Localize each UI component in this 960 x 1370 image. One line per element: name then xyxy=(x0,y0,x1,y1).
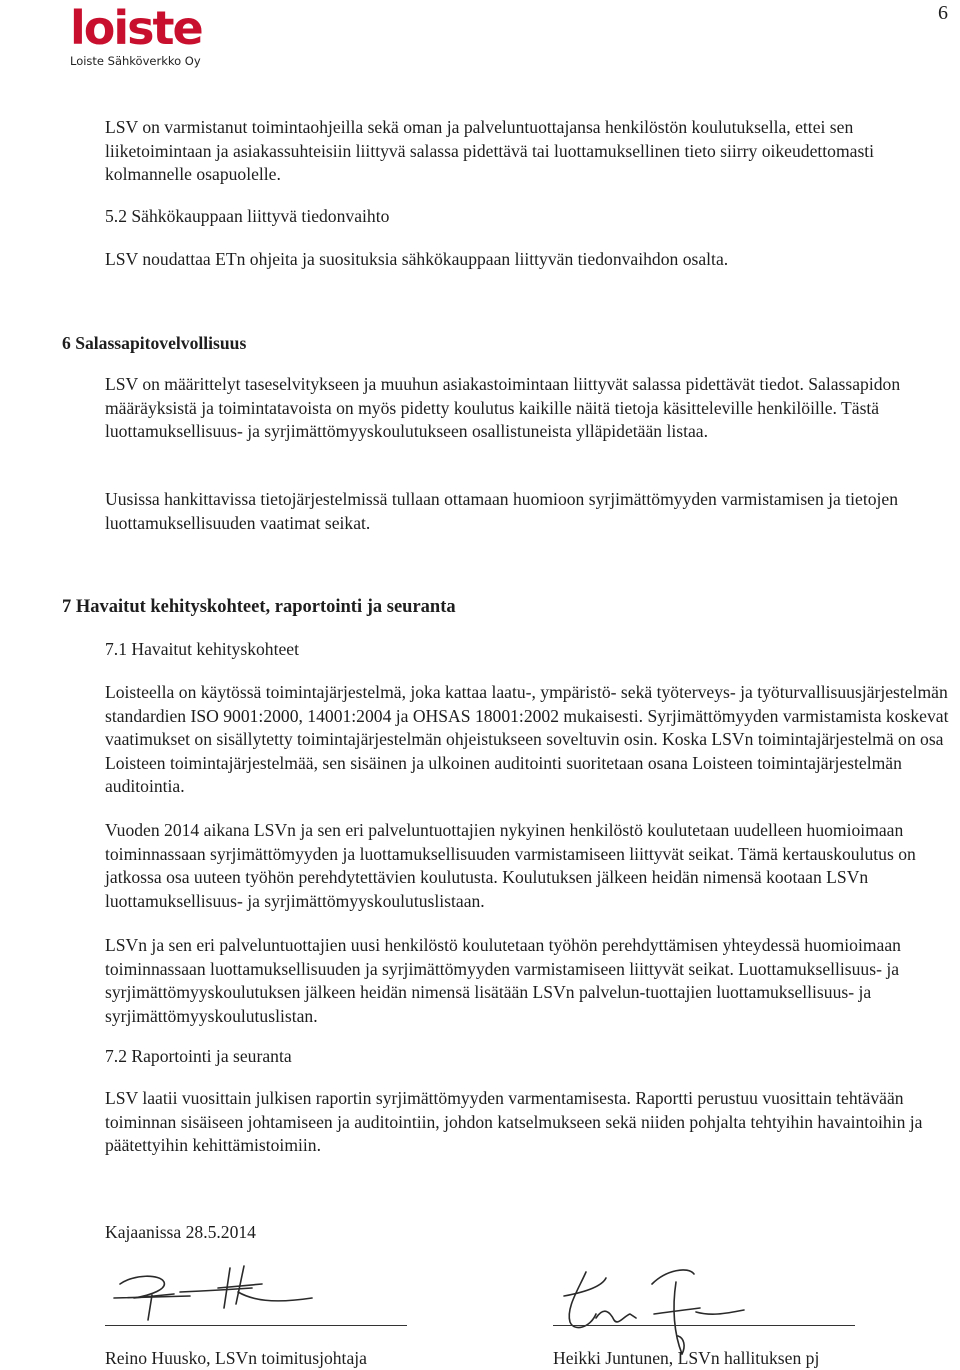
signer-1-name: Reino Huusko, LSVn toimitusjohtaja xyxy=(105,1348,367,1368)
section-5-2-heading xyxy=(105,205,957,229)
signature-line-2 xyxy=(553,1325,855,1326)
section-7-1-text-1: Loisteella on käytössä toimintajärjestelmä, joka kattaa laatu-, ympäristö- sekä työterveys- ja työturvallisuusjärjestelmän standardien ISO 9001:2000, 14001:2004 ja OHSAS 18001:2002 mukaisesti. Syrjimättömyyden varmistamista koskevat vaatimukset on sisällytetty toimintajärjestelmän ohjeistukseen soveltuvin osin. Koska LSVn toimintajärjestelmä on osa Loisteen toimintajärjestelmää, sen sisäinen ja ulkoinen auditointi suoritetaan osana Loisteen toimintajärjestelmän auditointia. xyxy=(105,682,949,796)
section-5-2-text: LSV noudattaa ETn ohjeita ja suosituksia sähkökauppaan liittyvän tiedonvaihdon osalta. xyxy=(105,249,729,269)
company-logo xyxy=(70,2,202,68)
intro-text: LSV on varmistanut toimintaohjeilla sekä oman ja palveluntuottajansa henkilöstön koulutuksella, ettei sen liiketoimintaan ja asiakassuhteisiin liittyvä salassa pidettävä tai luottamuksellinen tieto siirry oikeudettomasti kolmannelle osapuolelle. xyxy=(105,117,875,184)
section-5-2-title: 5.2 Sähkökauppaan liittyvä tiedonvaihto xyxy=(105,206,390,226)
section-7-2-heading xyxy=(105,1045,957,1069)
section-7-1-text-3: LSVn ja sen eri palveluntuottajien uusi henkilöstö koulutetaan työhön perehdyttämisen yhteydessä huomioimaan toiminnassaan luottamuksellisuuden ja syrjimättömyyden varmistamiseen liittyvät seikat. Luottamuksellisuus- ja syrjimättömyyskoulutuksen jälkeen heidän nimensä lisätään LSVn palvelun-tuottajien luottamuksellisuus- ja syrjimättömyyskoulutuslistan. xyxy=(105,935,901,1026)
section-6-paragraph-1 xyxy=(105,373,957,444)
logo-wordmark: loiste xyxy=(70,1,202,55)
signature-reino-huusko xyxy=(112,1262,322,1326)
section-7-1-paragraph-2 xyxy=(105,819,957,913)
section-7-1-paragraph-1 xyxy=(105,681,957,799)
section-6-text-2: Uusissa hankittavissa tietojärjestelmissä tullaan ottamaan huomioon syrjimättömyyden varmistamisen ja tietojen luottamuksellisuuden vaatimat seikat. xyxy=(105,489,899,533)
section-5-2-body xyxy=(105,248,957,272)
section-7-2-paragraph xyxy=(105,1087,957,1158)
section-7-heading: 7 Havaitut kehityskohteet, raportointi ja seuranta xyxy=(62,597,456,617)
company-name: Loiste Sähköverkko Oy xyxy=(70,54,201,68)
page-number: 6 xyxy=(938,2,948,24)
section-7-1-title: 7.1 Havaitut kehityskohteet xyxy=(105,639,299,659)
place-date xyxy=(105,1221,957,1245)
section-7-1-heading xyxy=(105,638,957,662)
section-6-paragraph-2 xyxy=(105,488,957,535)
section-7-1-text-2: Vuoden 2014 aikana LSVn ja sen eri palveluntuottajien nykyinen henkilöstö koulutetaan uudelleen huomioimaan toiminnassaan syrjimättömyyden ja luottamuksellisuuden varmistamiseen liittyvät seikat. Tämä kertauskoulutus on jatkossa osa uuteen työhön perehdytettävien koulutusta. Koulutuksen jälkeen heidän nimensä kootaan LSVn luottamuksellisuus- ja syrjimättömyyskoulutuslistaan. xyxy=(105,820,916,911)
section-7-2-title: 7.2 Raportointi ja seuranta xyxy=(105,1046,292,1066)
place-date-text: Kajaanissa 28.5.2014 xyxy=(105,1222,256,1242)
signature-line-1 xyxy=(105,1325,407,1326)
intro-paragraph xyxy=(105,116,957,187)
section-6-text-1: LSV on määrittelyt taseselvitykseen ja muuhun asiakastoimintaan liittyvät salassa pidettävät tiedot. Salassapidon määräyksistä ja toimintatavoista on myös pidetty koulutus kaikille näitä tietoja käsitteleville henkilöille. Tästä luottamuksellisuus- ja syrjimättömyyskoulutukseen osallistuneista ylläpidetään listaa. xyxy=(105,374,901,441)
section-7-2-text: LSV laatii vuosittain julkisen raportin syrjimättömyyden varmentamisesta. Raportti perustuu vuosittain tehtävään toiminnan sisäiseen johtamiseen ja auditointiin, johdon katselmukseen sekä niiden pohjalta tehtyihin havaintoihin ja päätettyihin kehittämistoimiin. xyxy=(105,1088,923,1155)
signer-2-name: Heikki Juntunen, LSVn hallituksen pj xyxy=(553,1348,820,1368)
section-7-1-paragraph-3 xyxy=(105,934,957,1028)
section-6-heading: 6 Salassapitovelvollisuus xyxy=(62,333,247,353)
